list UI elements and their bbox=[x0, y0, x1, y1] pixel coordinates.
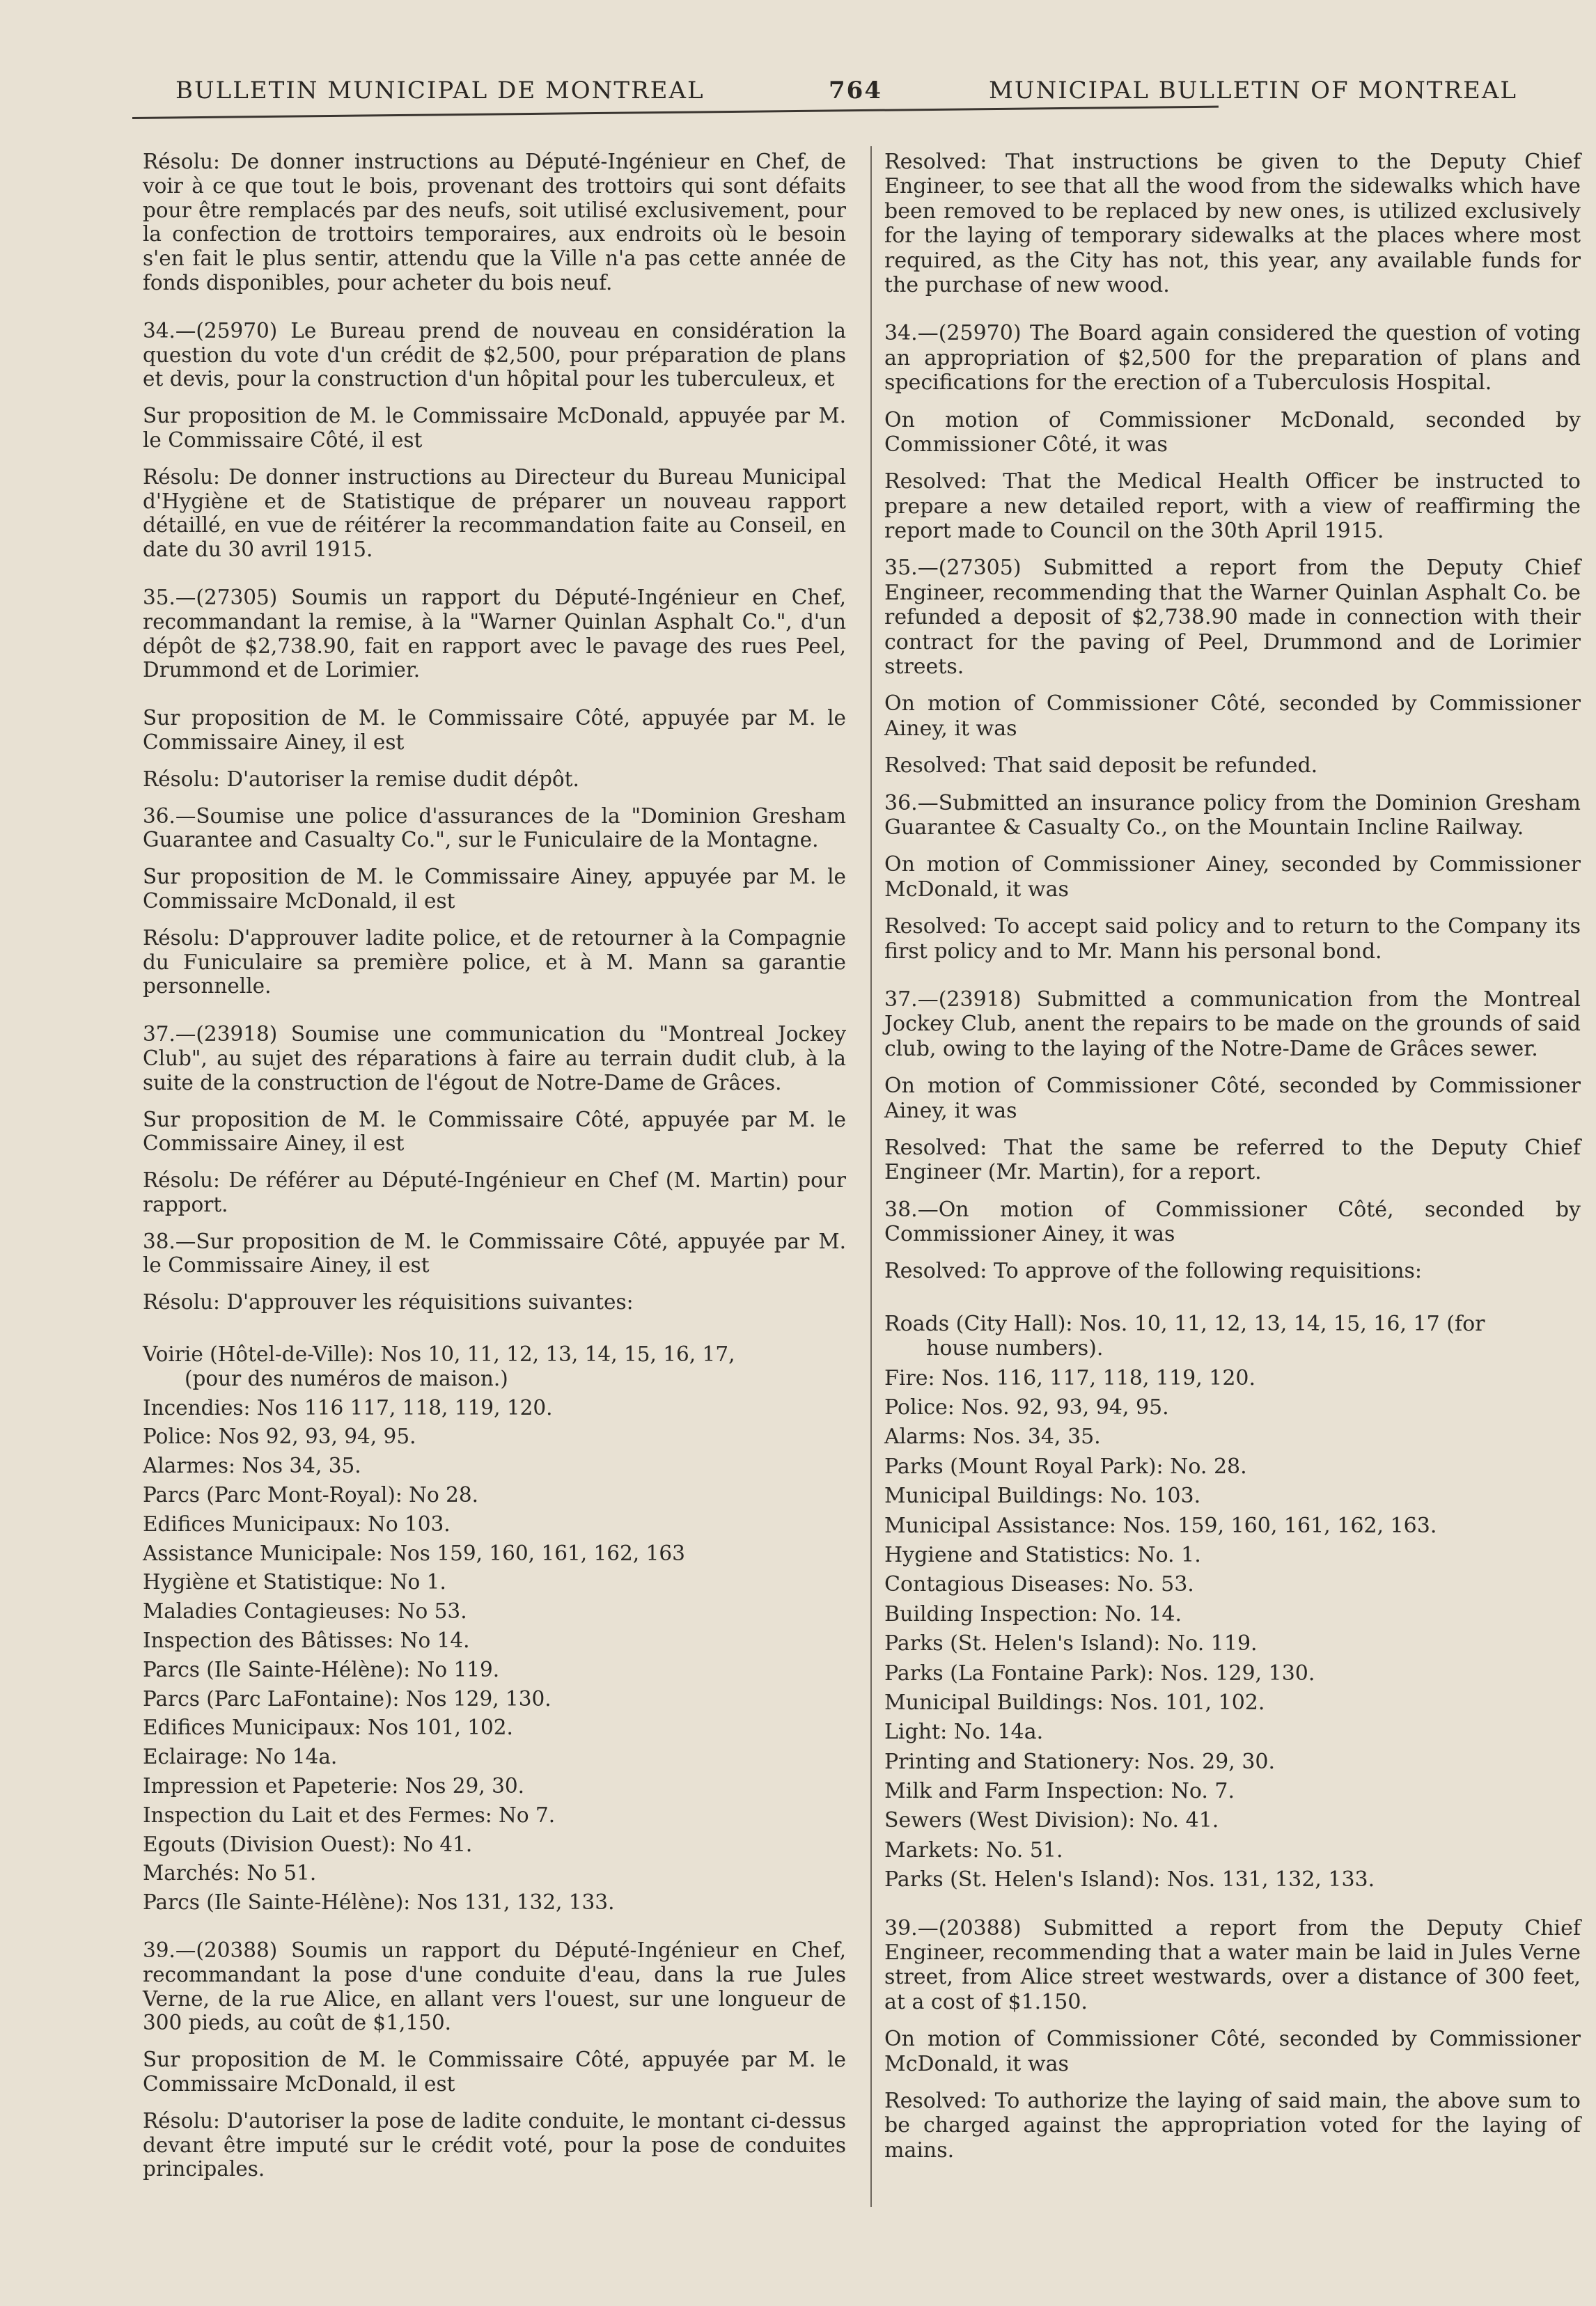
list-item: Hygiene and Statistics: No. 1. bbox=[884, 1542, 1201, 1567]
list-item: Municipal Buildings: No. 103. bbox=[884, 1484, 1201, 1509]
list-item: Parcs (Parc Mont-Royal): No 28. bbox=[143, 1483, 479, 1507]
list-item: Hygiène et Statistique: No 1. bbox=[143, 1570, 446, 1594]
fr-paragraph: Résolu: D'approuver ladite police, et de retourner à la Compagnie du Funiculaire sa première police, et à M. Mann sa garantie personnelle. bbox=[143, 925, 846, 998]
en-paragraph: Resolved: That the Medical Health Officer be instructed to prepare a new detailed report, with a view of reaffirming the report made to Council on the 30th April 1915. bbox=[884, 469, 1581, 544]
list-item: Alarmes: Nos 34, 35. bbox=[143, 1454, 361, 1478]
en-paragraph: 37.—(23918) Submitted a communication from the Montreal Jockey Club, anent the repairs to be made on the grounds of said club, owing to the laying of the Notre-Dame de Grâces sewer. bbox=[884, 987, 1581, 1061]
fr-paragraph: 37.—(23918) Soumise une communication du "Montreal Jockey Club", au sujet des réparations à faire au terrain dudit club, à la suite de la construction de l'égout de Notre-Dame de Grâces. bbox=[143, 1022, 846, 1095]
header-title-french: BULLETIN MUNICIPAL DE MONTREAL bbox=[175, 77, 705, 104]
list-item: Voirie (Hôtel-de-Ville): Nos 10, 11, 12, 13, 14, 15, 16, 17, (pour des numéros de maison.) bbox=[143, 1342, 735, 1390]
en-paragraph: 39.—(20388) Submitted a report from the Deputy Chief Engineer, recommending that a water main be laid in Jules Verne street, from Alice street westwards, over a distance of 300 feet, at a cost of $1.150. bbox=[884, 1915, 1581, 2014]
fr-paragraph: Sur proposition de M. le Commissaire Côté, appuyée par M. le Commissaire Ainey, il est bbox=[143, 1107, 846, 1156]
fr-paragraph: 36.—Soumise une police d'assurances de la "Dominion Gresham Guarantee and Casualty Co.", sur le Funiculaire de la Montagne. bbox=[143, 803, 846, 852]
list-item: Parks (Mount Royal Park): No. 28. bbox=[884, 1454, 1247, 1479]
english-column bbox=[884, 150, 1581, 2175]
list-item: Municipal Buildings: Nos. 101, 102. bbox=[884, 1690, 1265, 1715]
fr-paragraph: Sur proposition de M. le Commissaire McDonald, appuyée par M. le Commissaire Côté, il est bbox=[143, 404, 846, 452]
fr-paragraph: Résolu: De donner instructions au Directeur du Bureau Municipal d'Hygiène et de Statistique de préparer un nouveau rapport détaillé, en vue de réitérer la recommandation faite au Conseil, en date du 30 avril 1915. bbox=[143, 464, 846, 562]
fr-paragraph: Sur proposition de M. le Commissaire Ainey, appuyée par M. le Commissaire McDonald, il est bbox=[143, 865, 846, 913]
en-paragraph: On motion of Commissioner Côté, seconded by Commissioner Ainey, it was bbox=[884, 691, 1581, 741]
en-paragraph: On motion of Commissioner Côté, seconded by Commissioner McDonald, it was bbox=[884, 2027, 1581, 2076]
list-item: Parks (St. Helen's Island): No. 119. bbox=[884, 1631, 1258, 1656]
fr-paragraph: Résolu: De référer au Député-Ingénieur en Chef (M. Martin) pour rapport. bbox=[143, 1168, 846, 1216]
en-paragraph: 36.—Submitted an insurance policy from the Dominion Gresham Guarantee & Casualty Co., on the Mountain Incline Railway. bbox=[884, 790, 1581, 840]
page-number: 764 bbox=[829, 77, 882, 104]
list-item: Egouts (Division Ouest): No 41. bbox=[143, 1832, 473, 1856]
fr-paragraph: 38.—Sur proposition de M. le Commissaire Côté, appuyée par M. le Commissaire Ainey, il est bbox=[143, 1229, 846, 1278]
french-column bbox=[143, 150, 846, 2194]
en-paragraph: On motion of Commissioner Ainey, seconded by Commissioner McDonald, it was bbox=[884, 852, 1581, 902]
fr-paragraph: 34.—(25970) Le Bureau prend de nouveau en considération la question du vote d'un crédit de $2,500, pour préparation de plans et devis, pour la construction d'un hôpital pour les tuberculeux, et bbox=[143, 318, 846, 391]
list-item: Sewers (West Division): No. 41. bbox=[884, 1808, 1219, 1833]
fr-paragraph: 35.—(27305) Soumis un rapport du Député-Ingénieur en Chef, recommandant la remise, à la "Warner Quinlan Asphalt Co.", d'un dépôt de $2,738.90, fait en rapport avec le pavage des rues Peel, Drummond et de Lorimier. bbox=[143, 585, 846, 682]
list-item: Parcs (Ile Sainte-Hélène): No 119. bbox=[143, 1657, 500, 1681]
list-item: Edifices Municipaux: Nos 101, 102. bbox=[143, 1716, 513, 1740]
list-item: Maladies Contagieuses: No 53. bbox=[143, 1599, 467, 1624]
list-item: Marchés: No 51. bbox=[143, 1861, 317, 1885]
en-paragraph: Resolved: To approve of the following requisitions: bbox=[884, 1259, 1423, 1284]
fr-paragraph: Sur proposition de M. le Commissaire Côté, appuyée par M. le Commissaire McDonald, il est bbox=[143, 2048, 846, 2096]
fr-requisitions-list bbox=[143, 1342, 846, 1915]
fr-paragraph: Résolu: D'approuver les réquisitions suivantes: bbox=[143, 1290, 634, 1315]
en-paragraph: 38.—On motion of Commissioner Côté, seconded by Commissioner Ainey, it was bbox=[884, 1197, 1581, 1247]
list-item: Eclairage: No 14a. bbox=[143, 1745, 338, 1769]
list-item: Printing and Stationery: Nos. 29, 30. bbox=[884, 1749, 1276, 1774]
en-paragraph: Resolved: That the same be referred to the Deputy Chief Engineer (Mr. Martin), for a report. bbox=[884, 1135, 1581, 1185]
list-item: Parcs (Ile Sainte-Hélène): Nos 131, 132, 133. bbox=[143, 1890, 615, 1915]
en-paragraph: Resolved: To authorize the laying of said main, the above sum to be charged against the appropriation voted for the laying of mains. bbox=[884, 2089, 1581, 2163]
fr-paragraph: Sur proposition de M. le Commissaire Côté, appuyée par M. le Commissaire Ainey, il est bbox=[143, 706, 846, 754]
list-item: Building Inspection: No. 14. bbox=[884, 1601, 1182, 1626]
list-item: Inspection des Bâtisses: No 14. bbox=[143, 1629, 470, 1653]
list-item: Parcs (Parc LaFontaine): Nos 129, 130. bbox=[143, 1686, 551, 1711]
list-item: Inspection du Lait et des Fermes: No 7. bbox=[143, 1803, 556, 1827]
en-paragraph: 34.—(25970) The Board again considered the question of voting an appropriation of $2,500 for the preparation of plans and specifications for the erection of a Tuberculosis Hospital. bbox=[884, 321, 1581, 395]
list-item: Light: No. 14a. bbox=[884, 1720, 1044, 1745]
fr-paragraph: Résolu: D'autoriser la pose de ladite conduite, le montant ci-dessus devant être imputé sur le crédit voté, pour la pose de conduites principales. bbox=[143, 2108, 846, 2181]
list-item: Roads (City Hall): Nos. 10, 11, 12, 13, 14, 15, 16, 17 (for house numbers). bbox=[884, 1311, 1485, 1361]
en-paragraph: On motion of Commissioner McDonald, seconded by Commissioner Côté, it was bbox=[884, 407, 1581, 457]
list-item: Alarms: Nos. 34, 35. bbox=[884, 1425, 1101, 1450]
fr-paragraph: Résolu: De donner instructions au Député-Ingénieur en Chef, de voir à ce que tout le bois, provenant des trottoirs qui sont défaits pour être remplacés par des neufs, soit utilisé exclusivement, pour la confection de trottoirs temporaires, aux endroits où le besoin s'en fait le plus sentir, attendu que la Ville n'a pas cette année de fonds disponibles, pour acheter du bois neuf. bbox=[143, 150, 846, 295]
en-paragraph: 35.—(27305) Submitted a report from the Deputy Chief Engineer, recommending that the Warner Quinlan Asphalt Co. be refunded a deposit of $2,738.90 made in connection with their contract for the paving of Peel, Drummond and de Lorimier streets. bbox=[884, 556, 1581, 680]
list-item: Incendies: Nos 116 117, 118, 119, 120. bbox=[143, 1395, 553, 1420]
fr-paragraph: Résolu: D'autoriser la remise dudit dépôt. bbox=[143, 767, 579, 791]
header-title-english: MUNICIPAL BULLETIN OF MONTREAL bbox=[989, 77, 1518, 104]
list-item: Impression et Papeterie: Nos 29, 30. bbox=[143, 1774, 524, 1798]
list-item: Assistance Municipale: Nos 159, 160, 161, 162, 163 bbox=[143, 1541, 685, 1565]
column-divider bbox=[870, 146, 872, 2207]
list-item: Milk and Farm Inspection: No. 7. bbox=[884, 1779, 1235, 1804]
en-paragraph: On motion of Commissioner Côté, seconded by Commissioner Ainey, it was bbox=[884, 1074, 1581, 1123]
list-item: Markets: No. 51. bbox=[884, 1837, 1063, 1862]
list-item: Municipal Assistance: Nos. 159, 160, 161, 162, 163. bbox=[884, 1513, 1437, 1538]
list-item: Edifices Municipaux: No 103. bbox=[143, 1512, 451, 1536]
list-item: Fire: Nos. 116, 117, 118, 119, 120. bbox=[884, 1365, 1256, 1390]
fr-paragraph: 39.—(20388) Soumis un rapport du Député-Ingénieur en Chef, recommandant la pose d'une conduite d'eau, dans la rue Jules Verne, de la rue Alice, en allant vers l'ouest, sur une longueur de 300 pieds, au coût de $1,150. bbox=[143, 1938, 846, 2035]
list-item: Police: Nos. 92, 93, 94, 95. bbox=[884, 1395, 1169, 1420]
page-header bbox=[132, 70, 1519, 111]
en-paragraph: Resolved: That said deposit be refunded. bbox=[884, 753, 1318, 778]
list-item: Police: Nos 92, 93, 94, 95. bbox=[143, 1425, 416, 1449]
list-item: Parks (La Fontaine Park): Nos. 129, 130. bbox=[884, 1661, 1315, 1686]
en-requisitions-list bbox=[884, 1312, 1581, 1892]
en-paragraph: Resolved: To accept said policy and to return to the Company its first policy and to Mr. Mann his personal bond. bbox=[884, 914, 1581, 964]
en-paragraph: Resolved: That instructions be given to the Deputy Chief Engineer, to see that all the wood from the sidewalks which have been removed to be replaced by new ones, is utilized exclusively for the laying of temporary sidewalks at the places where most required, as the City has not, this year, any available funds for the purchase of new wood. bbox=[884, 150, 1581, 297]
list-item: Parks (St. Helen's Island): Nos. 131, 132, 133. bbox=[884, 1867, 1375, 1892]
list-item: Contagious Diseases: No. 53. bbox=[884, 1572, 1194, 1597]
